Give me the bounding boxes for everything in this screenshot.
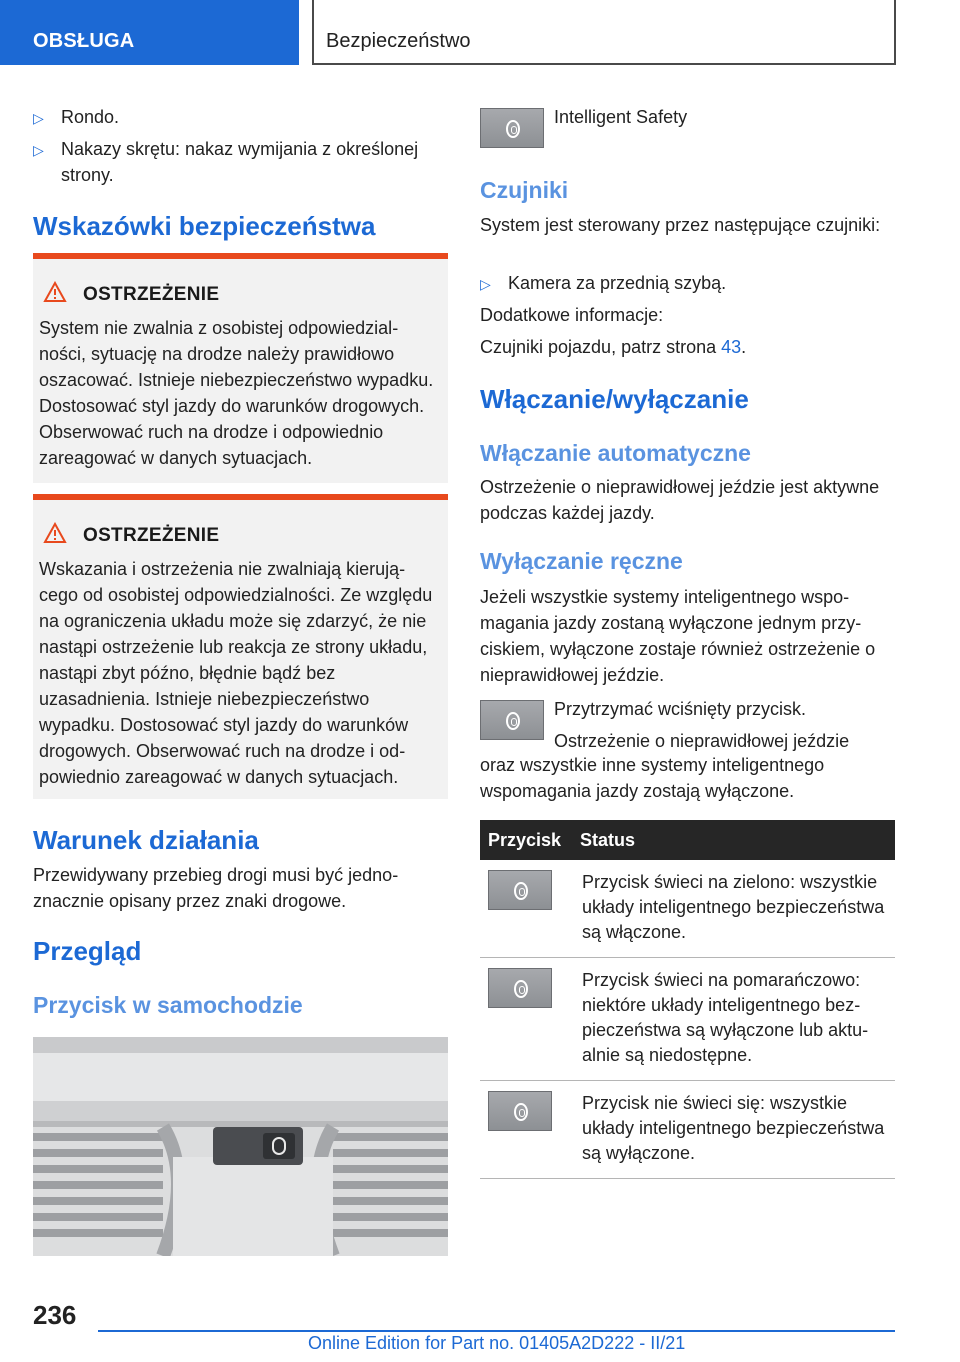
status-cell: Przycisk nie świeci się: wszystkie układy inteligentnego bezpieczeństwa są wyłączone. (572, 1081, 895, 1179)
auto-text: Ostrzeżenie o nieprawidłowej jeździe jest aktywne podczas każdej jazdy. (480, 477, 880, 523)
more-info-text: Dodatkowe informacje: (480, 305, 664, 325)
overview-heading: Przegląd (33, 936, 142, 966)
button-green-icon (488, 870, 552, 910)
condition-text: Przewidywany przebieg drogi musi być jednoznacznie opisany przez znaki drogowe. (33, 865, 399, 911)
manual-text: Jeżeli wszystkie systemy inteligentnego wspomagania jazdy zostaną wyłączone jednym przyciskiem, wyłączone zostaje również ostrzeżenie o nieprawidłowej jeździe. (480, 587, 876, 685)
list-item: ▷ Nakazy skrętu: nakaz wymijania z określonej strony. (33, 139, 419, 185)
section-tab (0, 0, 299, 65)
sensors-text: System jest sterowany przez następujące czujniki: (480, 215, 881, 235)
footer-divider (98, 1330, 895, 1332)
button-orange-icon (488, 968, 552, 1008)
intelligent-safety-label: Intelligent Safety (554, 107, 688, 127)
button-heading: Przycisk w samochodzie (33, 992, 303, 1018)
warning-text: Wskazania i ostrzeżenia nie zwalniają kierującego od osobistej odpowiedzialności. Ze względu na ograniczenia układu może się zdarzyć, że nie nastąpi ostrzeżenie lub reakcja ze strony układu, nastąpi zbyt późno, błędnie bądź bez uzasadnienia. Istnieje niebezpieczeństwo wypadku. Dostosować styl jazdy do warunków drogowych. Obserwować ruch na drodze i odpowiednio zareagować w danych sytuacjach. (39, 559, 433, 787)
list-item: ▷ Rondo. (33, 104, 443, 130)
warning-title: OSTRZEŻENIE (43, 522, 219, 547)
column-header-status: Status (572, 820, 895, 860)
car-button-photo (33, 1037, 448, 1256)
page-link[interactable]: 43 (721, 337, 742, 357)
button-off-icon (488, 1091, 552, 1131)
safety-heading: Wskazówki bezpieczeństwa (33, 211, 376, 241)
warning-box (33, 494, 448, 799)
table-row (480, 860, 895, 958)
table-row (480, 958, 895, 1081)
column-header-button: Przycisk (480, 820, 572, 860)
auto-heading: Włączanie automatyczne (480, 440, 751, 466)
hold-instruction: Przytrzymać wciśnięty przycisk. (554, 699, 807, 719)
edition-text: Online Edition for Part no. 01405A2D222 - II/21 (308, 1333, 686, 1353)
page-number: 236 (33, 1300, 77, 1330)
list-item: ▷ Kamera za przednią szybą. (480, 270, 890, 296)
status-table (480, 820, 895, 1179)
warning-title: OSTRZEŻENIE (43, 281, 219, 306)
table-header-row (480, 820, 895, 860)
bullet-triangle-icon: ▷ (33, 142, 44, 158)
status-cell: Przycisk świeci na zielono: wszystkie układy inteligentnego bezpieczeństwa są włączone. (572, 860, 895, 958)
warning-text: System nie zwalnia z osobistej odpowiedzialności, sytuację na drodze należy prawidłowo oszacować. Istnieje niebezpieczeństwo wypadku. Dostosować styl jazdy do warunków drogowych. Obserwować ruch na drodze i odpowiednio zareagować w danych sytuacjach. (39, 318, 434, 468)
warning-box (33, 253, 448, 483)
onoff-heading: Włączanie/wyłączanie (480, 384, 749, 414)
chapter-title: Bezpieczeństwo (326, 30, 471, 52)
intelligent-safety-button-icon (480, 108, 544, 148)
sensors-heading: Czujniki (480, 177, 569, 203)
chapter-tab (312, 0, 896, 65)
warning-icon (43, 281, 67, 303)
bullet-triangle-icon: ▷ (33, 110, 44, 126)
bullet-triangle-icon: ▷ (480, 276, 491, 292)
section-title: OBSŁUGA (33, 30, 135, 52)
table-row (480, 1081, 895, 1179)
status-cell: Przycisk świeci na pomarańczowo: niektóre układy inteligentnego bezpieczeństwa są wyłączone lub aktualnie są niedostępne. (572, 958, 895, 1081)
hold-result: Ostrzeżenie o nieprawidłowej jeździe (554, 731, 850, 751)
manual-heading: Wyłączanie ręczne (480, 548, 683, 574)
intelligent-safety-button-icon (480, 700, 544, 740)
hold-result-continued: oraz wszystkie inne systemy inteligentnego wspomagania jazdy zostają wyłączone. (480, 755, 825, 801)
condition-heading: Warunek działania (33, 825, 259, 855)
dashboard-illustration (33, 1037, 448, 1256)
warning-icon (43, 522, 67, 544)
sensors-reference: Czujniki pojazdu, patrz strona 43. (480, 337, 747, 357)
